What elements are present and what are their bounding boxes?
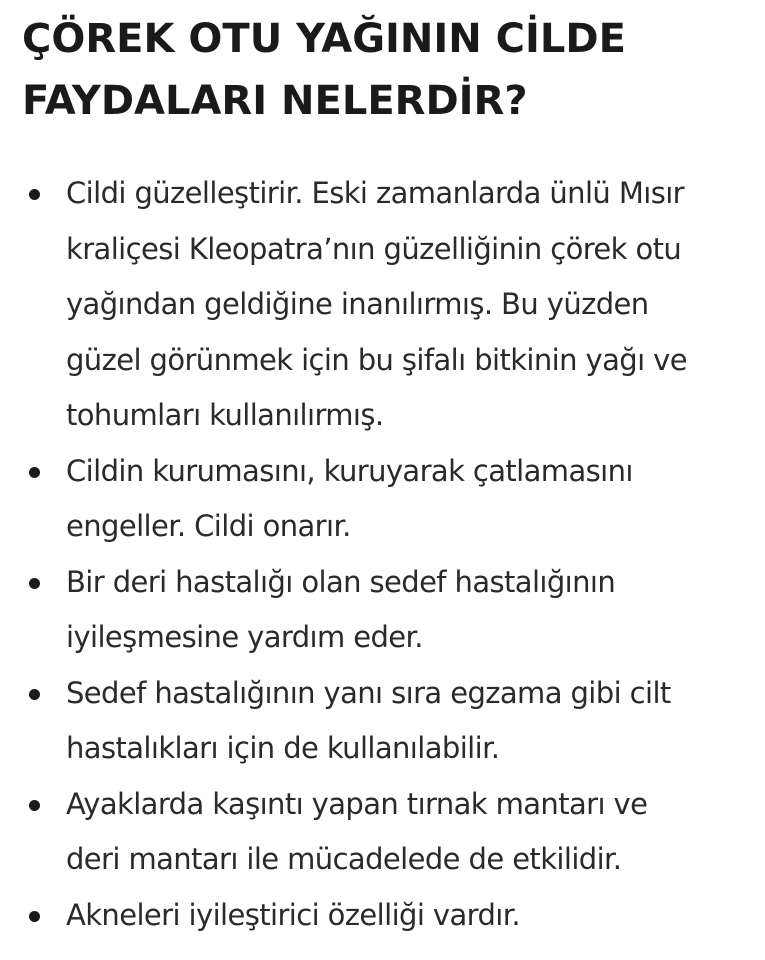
bullet-icon [29, 800, 40, 811]
list-item-line: Sedef hastalığının yanı sıra egzama gibi cilt [66, 675, 671, 710]
list-item [0, 166, 765, 444]
list-item-line: Bir deri hastalığı olan sedef hastalığının [66, 564, 616, 599]
benefits-list [0, 166, 765, 943]
list-item-line: deri mantarı ile mücadelede de etkilidir. [66, 842, 622, 876]
list-item-line: Ayaklarda kaşıntı yapan tırnak mantarı ve [66, 786, 648, 821]
title-line-2: FAYDALARI NELERDİR? [22, 78, 528, 124]
bullet-icon [29, 689, 40, 700]
title-line-1: ÇÖREK OTU YAĞININ CİLDE [22, 16, 626, 62]
list-item-line: Cildi güzelleştirir. Eski zamanlarda ünlü Mısır [66, 176, 684, 210]
list-item [0, 555, 765, 666]
list-item-line: hastalıkları için de kullanılabilir. [66, 731, 500, 765]
article-title [22, 8, 752, 132]
list-item [0, 444, 765, 555]
bullet-icon [29, 467, 40, 478]
list-item-line: Akneleri iyileştirici özelliği vardır. [66, 897, 521, 932]
list-item-line: yağından geldiğine inanılırmış. Bu yüzden [66, 287, 649, 321]
list-item [0, 888, 765, 944]
bullet-icon [29, 911, 40, 922]
list-item [0, 666, 765, 777]
list-item-line: iyileşmesine yardım eder. [66, 620, 423, 654]
bullet-icon [29, 189, 40, 200]
list-item-line: kraliçesi Kleopatra’nın güzelliğinin çörek otu [66, 231, 682, 266]
list-item-line: güzel görünmek için bu şifalı bitkinin yağı ve [66, 342, 687, 377]
list-item-line: tohumları kullanılırmış. [66, 398, 384, 432]
list-item [0, 777, 765, 888]
list-item-line: Cildin kurumasını, kuruyarak çatlamasını [66, 453, 633, 488]
bullet-icon [29, 578, 40, 589]
list-item-line: engeller. Cildi onarır. [66, 509, 351, 543]
